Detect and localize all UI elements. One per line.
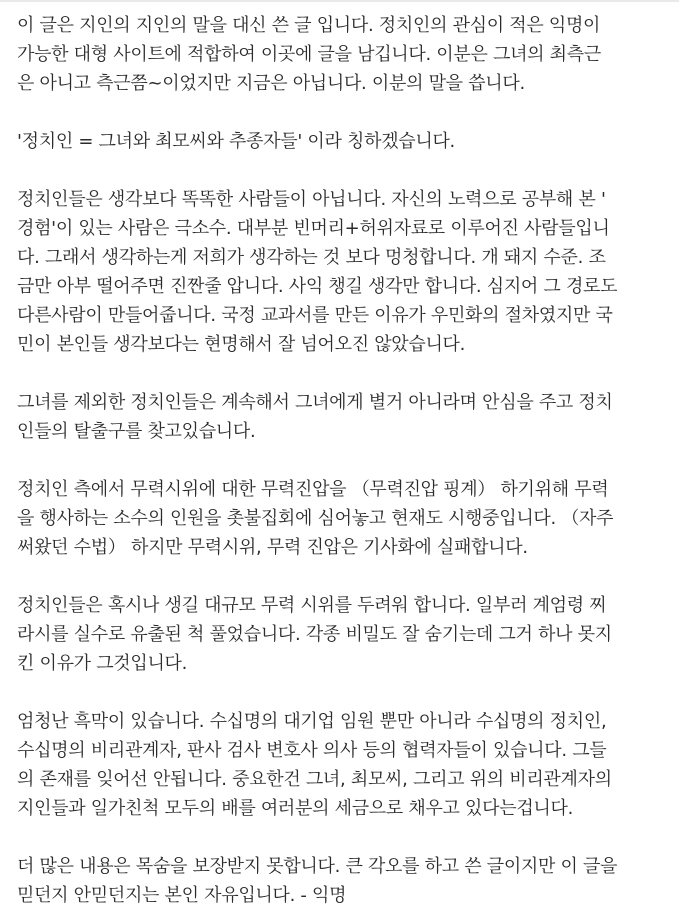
text-line: 엄청난 흑막이 있습니다. 수십명의 대기업 임원 뿐만 아니라 수십명의 정치인, (17, 711, 607, 732)
text-line: 이 글은 지인의 지인의 말을 대신 쓴 글 입니다. 정치인의 관심이 적은 익명이 (17, 15, 601, 36)
text-line: 라시를 실수로 유출된 척 풀었습니다. 각종 비밀도 잘 숨기는데 그거 하나 못지 (17, 624, 612, 645)
paragraph-fear (17, 591, 677, 678)
text-line: 다른사람이 만들어줍니다. 국정 교과서를 만든 이유가 우민화의 절차였지만 국 (17, 305, 613, 326)
paragraph-politicians (17, 185, 677, 359)
text-line: 다. 그래서 생각하는게 저희가 생각하는 것 보다 멍청합니다. 개 돼지 수준. 조 (17, 247, 606, 268)
text-line: '정치인 = 그녀와 최모씨와 추종자들' 이라 칭하겠습니다. (17, 131, 455, 152)
article-body (17, 11, 677, 910)
text-line: 인들의 탈출구를 찾고있습니다. (17, 421, 256, 442)
text-line: 금만 아부 떨어주면 진짠줄 압니다. 사익 챙길 생각만 합니다. 심지어 그 경로도 (17, 276, 618, 297)
paragraph-protest (17, 475, 677, 562)
text-line: 더 많은 내용은 목숨을 보장받지 못합니다. 큰 각오를 하고 쓴 글이지만 이 글을 (17, 856, 618, 877)
text-line: 의 존재를 잊어선 안됩니다. 중요한건 그녀, 최모씨, 그리고 위의 비리관계자의 (17, 769, 612, 790)
text-line: 민이 본인들 생각보다는 현명해서 잘 넘어오진 않았습니다. (17, 334, 466, 355)
paragraph-definition (17, 127, 677, 156)
text-line: 수십명의 비리관계자, 판사 검사 변호사 의사 등의 협력자들이 있습니다. 그들 (17, 740, 607, 761)
paragraph-escape (17, 388, 677, 446)
text-line: 을 행사하는 소수의 인원을 촛불집회에 심어놓고 현재도 시행중입니다. （자주 (17, 508, 614, 529)
text-line: 그녀를 제외한 정치인들은 계속해서 그녀에게 별거 아니라며 안심을 주고 정치 (17, 392, 613, 413)
text-line: 은 아니고 측근쯤~이었지만 지금은 아닙니다. 이분의 말을 씁니다. (17, 73, 525, 94)
text-line: 써왔던 수법） 하지만 무력시위, 무력 진압은 기사화에 실패합니다. (17, 537, 528, 558)
text-line: 경험'이 있는 사람은 극소수. 대부분 빈머리+허위자료로 이루어진 사람들입니 (17, 218, 610, 239)
top-divider (0, 0, 679, 2)
text-line: 정치인들은 혹시나 생길 대규모 무력 시위를 두려워 합니다. 일부러 계엄령 찌 (17, 595, 607, 616)
text-line: 정치인들은 생각보다 똑똑한 사람들이 아닙니다. 자신의 노력으로 공부해 본 ' (17, 189, 606, 210)
text-line: 가능한 대형 사이트에 적합하여 이곳에 글을 남깁니다. 이분은 그녀의 최측근 (17, 44, 601, 65)
text-line: 지인들과 일가친척 모두의 배를 여러분의 세금으로 채우고 있다는겁니다. (17, 798, 574, 819)
paragraph-network (17, 707, 677, 823)
paragraph-closing (17, 852, 677, 910)
text-line: 믿던지 안믿던지는 본인 자유입니다. - 익명 (17, 885, 347, 906)
text-line: 정치인 측에서 무력시위에 대한 무력진압을 （무력진압 핑계） 하기위해 무력 (17, 479, 609, 500)
paragraph-intro (17, 11, 677, 98)
text-line: 킨 이유가 그것입니다. (17, 653, 188, 674)
